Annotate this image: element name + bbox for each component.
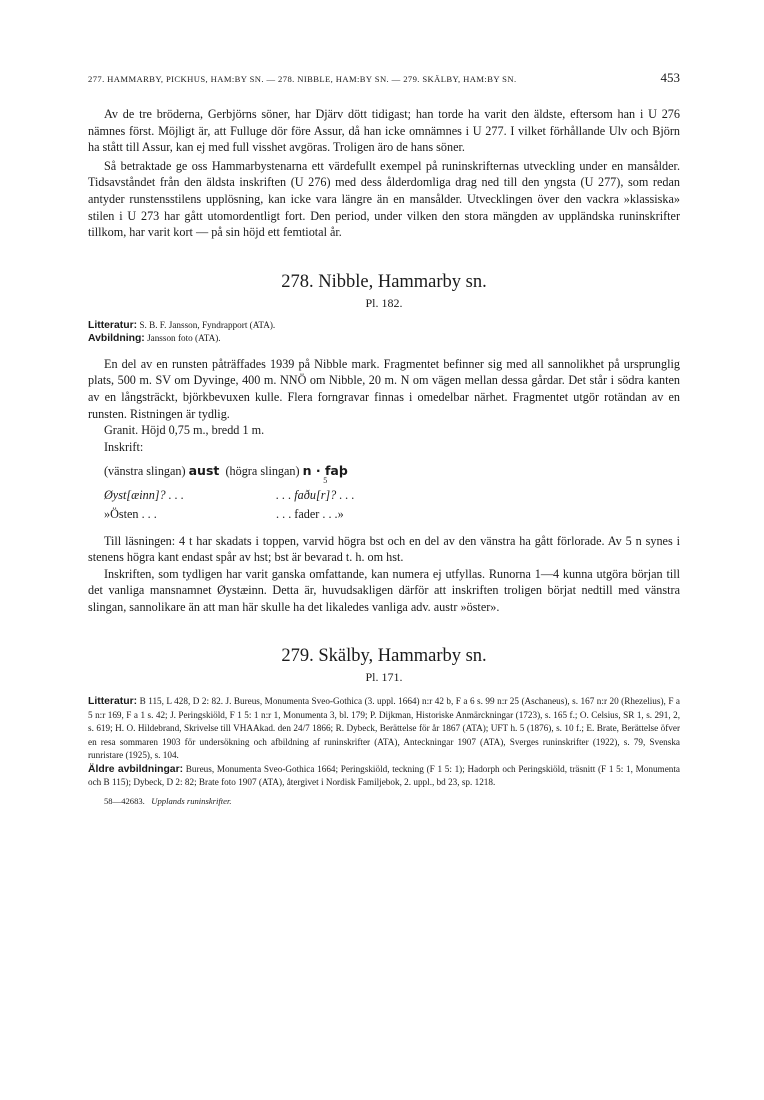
section-279-older-illustrations — [88, 763, 680, 790]
section-278-literature — [88, 319, 680, 333]
older-illustrations-text: Bureus, Monumenta Sveo-Gothica 1664; Peringskiöld, teckning (F 1 5: 1); Hadorph och Peringskiöld, träsnitt (F 1 5: 1, Monumenta och B 115); Dybeck, D 2: 82; Brate foto 1907 (ATA), återgivet i Nordisk Familjebok, 2. uppl., bd 23, sp. 1218. — [88, 763, 680, 788]
normalized-left: Øyst[æinn]? . . . — [104, 488, 184, 503]
right-loop-label: (högra slingan) — [225, 464, 300, 479]
illustration-label: Avbildning: — [88, 333, 145, 345]
running-header-title: 277. HAMMARBY, PICKHUS, HAM:BY SN. — 278. NIBBLE, HAM:BY SN. — 279. SKÄLBY, HAM:BY SN. — [88, 74, 517, 84]
section-279-literature — [88, 695, 680, 763]
print-footer — [104, 796, 680, 806]
section-278-plate: Pl. 182. — [365, 295, 403, 310]
section-278-material: Granit. Höjd 0,75 m., bredd 1 m. — [104, 423, 265, 438]
normalized-right: . . . faðu[r]? . . . — [276, 488, 355, 503]
section-278-paragraph-3: Inskriften, som tydligen har varit ganska omfattande, kan numera ej utfyllas. Runorna 1—4 kunna utgöra början till det vanliga mansnamnet Øystæinn. Detta är, huvudsakligen därför att inskriften troligen börjat nedtill med vänstra slingan, sannolikare än att man här skulle ha det likaledes vanliga adv. austr »öster». — [88, 566, 680, 614]
section-278-paragraph-1: En del av en runsten påträffades 1939 på Nibble mark. Fragmentet befinner sig med all sannolikhet på ursprunglig plats, 500 m. SV om Dyvinge, 400 m. NNÖ om Nibble, 20 m. N om vägen mellan dessa gårdar. Det står i södra kanten av en långsträckt, björkbevuxen kulle. Flera forngravar finnas i omedelbar närhet. Fragmentet utgör rotändan av en runsten. Ristningen är tydlig. — [88, 356, 680, 421]
right-loop-runes: n · faþ — [302, 463, 348, 479]
literature-text: S. B. F. Jansson, Fyndrapport (ATA). — [139, 319, 276, 330]
translation-row — [104, 506, 680, 523]
print-series-title: Upplands runinskrifter. — [151, 795, 232, 806]
intro-paragraph-1: Av de tre bröderna, Gerbjörns söner, har Djärv dött tidigast; han torde ha varit den äldste, eftersom han i U 276 nämnes först. Möjligt är, att Fulluge dör före Assur, då han icke omnämnes i U 277. I vilket förhållande Ulv och Björn ha stått till Assur, kan ej med full visshet avgöras. Troligen äro de hans söner. — [88, 107, 680, 155]
translation-left: »Östen . . . — [104, 506, 157, 521]
print-code: 58—42683. — [104, 795, 145, 806]
rune-number-5: 5 — [323, 476, 328, 486]
section-278-paragraph-2: Till läsningen: 4 t har skadats i toppen, varvid högra bst och en del av den vänstra ha gått förlorade. Av 5 n synes i stenens högra kant endast spår av hst; bst är bevarad t. h. om hst. — [88, 533, 680, 565]
intro-paragraph-2: Så betraktade ge oss Hammarbystenarna ett värdefullt exempel på runinskrifternas utveckling under en mansålder. Tidsavståndet från den äldsta inskriften (U 276) med dess ålderdomliga drag ned till den yngsta (U 277), som redan antyder runstensstilens upplösning, kan icke vara längre än en mansålder. Utvecklingen över den vackra »klassiska» stilen i U 273 har gått utomordentligt fort. Den period, under vilken den stora mängden av uppländska runinskrifter tillkom, har varit kort — på sin höjd ett femtiotal år. — [88, 158, 680, 240]
section-278-inscription-heading: Inskrift: — [104, 439, 144, 454]
section-279-plate: Pl. 171. — [365, 670, 403, 685]
page — [88, 70, 680, 806]
running-header — [88, 70, 680, 86]
section-279-title: 279. Skälby, Hammarby sn. — [281, 646, 487, 667]
section-278-illustration — [88, 332, 680, 346]
older-illustrations-label: Äldre avbildningar: — [88, 763, 184, 775]
section-278-title: 278. Nibble, Hammarby sn. — [281, 271, 487, 292]
normalized-reading-row — [104, 487, 680, 504]
left-loop-label: (vänstra slingan) — [104, 464, 186, 479]
inscription-runes-row — [104, 463, 680, 485]
illustration-text: Jansson foto (ATA). — [147, 333, 221, 344]
translation-right: . . . fader . . .» — [276, 506, 344, 521]
page-number: 453 — [660, 70, 680, 85]
literature-label: Litteratur: — [88, 319, 138, 331]
literature-text: B 115, L 428, D 2: 82. J. Bureus, Monumenta Sveo-Gothica (3. uppl. 1664) n:r 42 b, F a 6 s. 99 n:r 25 (Aschaneus), s. 167 n:r 20 (Rhezelius), F a 5 n:r 169, F a 1 s. 42; J. Peringskiöld, F 1 5: 1 n:r 1, Monumenta 3, bl. 179; P. Dijkman, Historiske Anmärckningar (1723), s. 165 f.; O. Celsius, SR 1, s. 291, 2, s. 619; H. O. Hildebrand, Skrivelse till VHAAkad. den 24/7 1866; R. Dybeck, Berättelse för år 1867 (ATA); UFT h. 5 (1876), s. 10 f.; E. Brate, Berättelse öfver en resa sommaren 1903 för undersökning och afbildning af runinskrifter (ATA), Anteckningar 1907 (ATA), Sverges runinskrifter (1922), s. 79, Svenska runristare (1925), s. 104. — [88, 696, 680, 761]
left-loop-runes: aust — [188, 463, 220, 479]
literature-label: Litteratur: — [88, 696, 138, 708]
